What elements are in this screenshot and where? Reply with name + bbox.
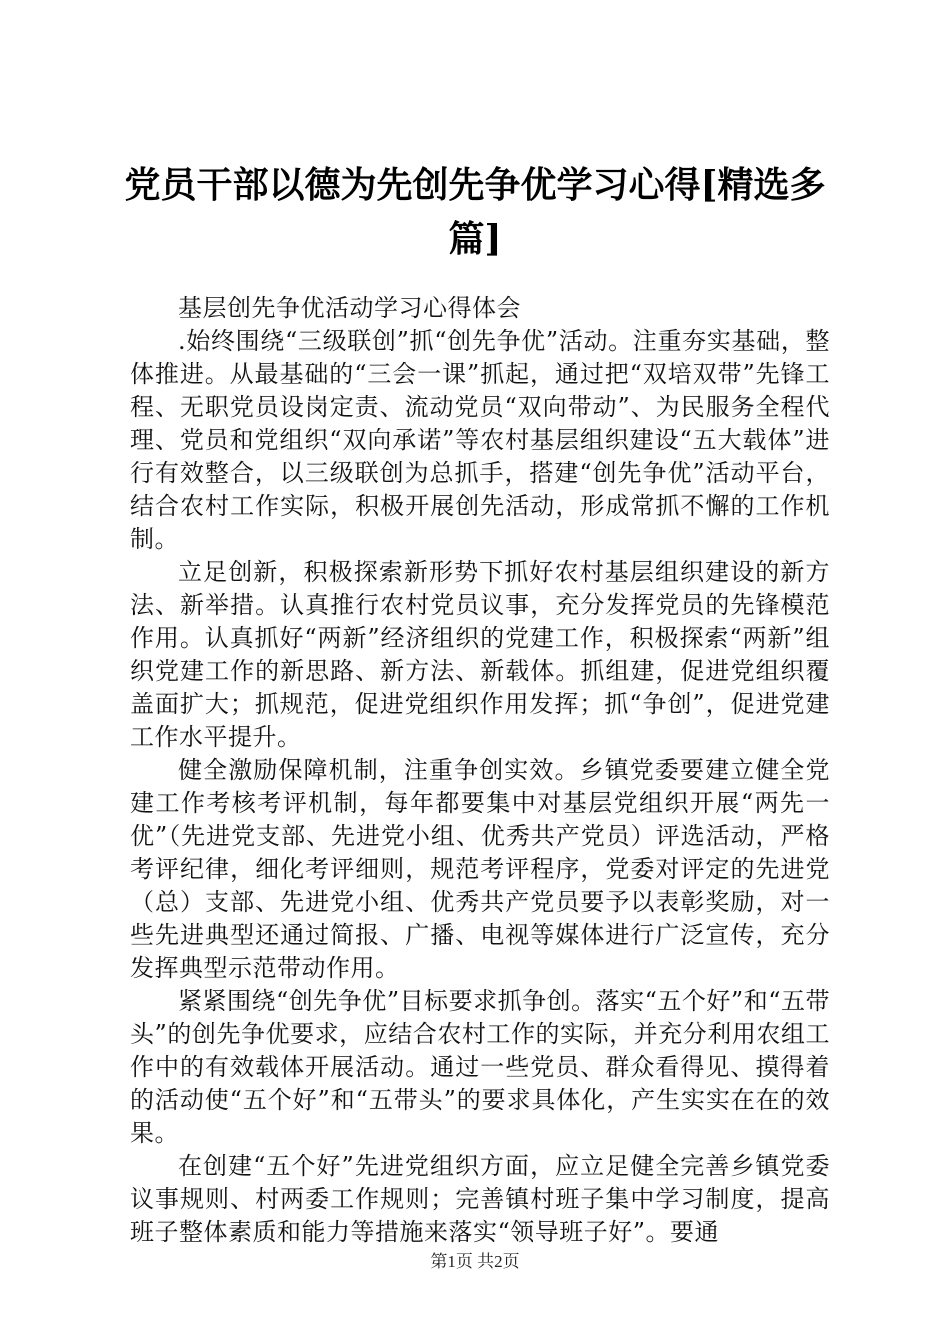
paragraph: 立足创新，积极探索新形势下抓好农村基层组织建设的新方法、新举措。认真推行农村党员议事，充分发挥党员的先锋模范作用。认真抓好“两新”经济组织的党建工作，积极探索“两新”组织党建工作的新思路、新方法、新载体。抓组建，促进党组织覆盖面扩大；抓规范，促进党组织作用发挥；抓“争创”，促进党建工作水平提升。 [130, 558, 830, 751]
paragraph: 健全激励保障机制，注重争创实效。乡镇党委要建立健全党建工作考核考评机制，每年都要集中对基层党组织开展“两先一优”（先进党支部、先进党小组、优秀共产党员）评选活动，严格考评纪律，细化考评细则，规范考评程序，党委对评定的先进党（总）支部、先进党小组、优秀共产党员要予以表彰奖励，对一些先进典型还通过简报、广播、电视等媒体进行广泛宣传，充分发挥典型示范带动作用。 [130, 756, 830, 982]
paragraph: .始终围绕“三级联创”抓“创先争优”活动。注重夯实基础，整体推进。从最基础的“三会一课”抓起，通过把“双培双带”先锋工程、无职党员设岗定责、流动党员“双向带动”、为民服务全程代理、党员和党组织“双向承诺”等农村基层组织建设“五大载体”进行有效整合，以三级联创为总抓手，搭建“创先争优”活动平台，结合农村工作实际，积极开展创先活动，形成常抓不懈的工作机制。 [130, 327, 830, 553]
document-title: 党员干部以德为先创先争优学习心得[精选多篇] [124, 164, 826, 260]
paragraph: 紧紧围绕“创先争优”目标要求抓争创。落实“五个好”和“五带头”的创先争优要求，应结合农村工作的实际，并充分利用农组工作中的有效载体开展活动。通过一些党员、群众看得见、摸得着的活动使“五个好”和“五带头”的要求具体化，产生实实在在的效果。 [130, 987, 830, 1147]
paragraph: 在创建“五个好”先进党组织方面，应立足健全完善乡镇党委议事规则、村两委工作规则；完善镇村班子集中学习制度，提高班子整体素质和能力等措施来落实“领导班子好”。要通 [130, 1152, 830, 1246]
paragraph-subtitle: 基层创先争优活动学习心得体会 [178, 294, 521, 322]
page-number-footer: 第1页 共2页 [430, 1252, 520, 1271]
document-body [130, 292, 830, 1249]
